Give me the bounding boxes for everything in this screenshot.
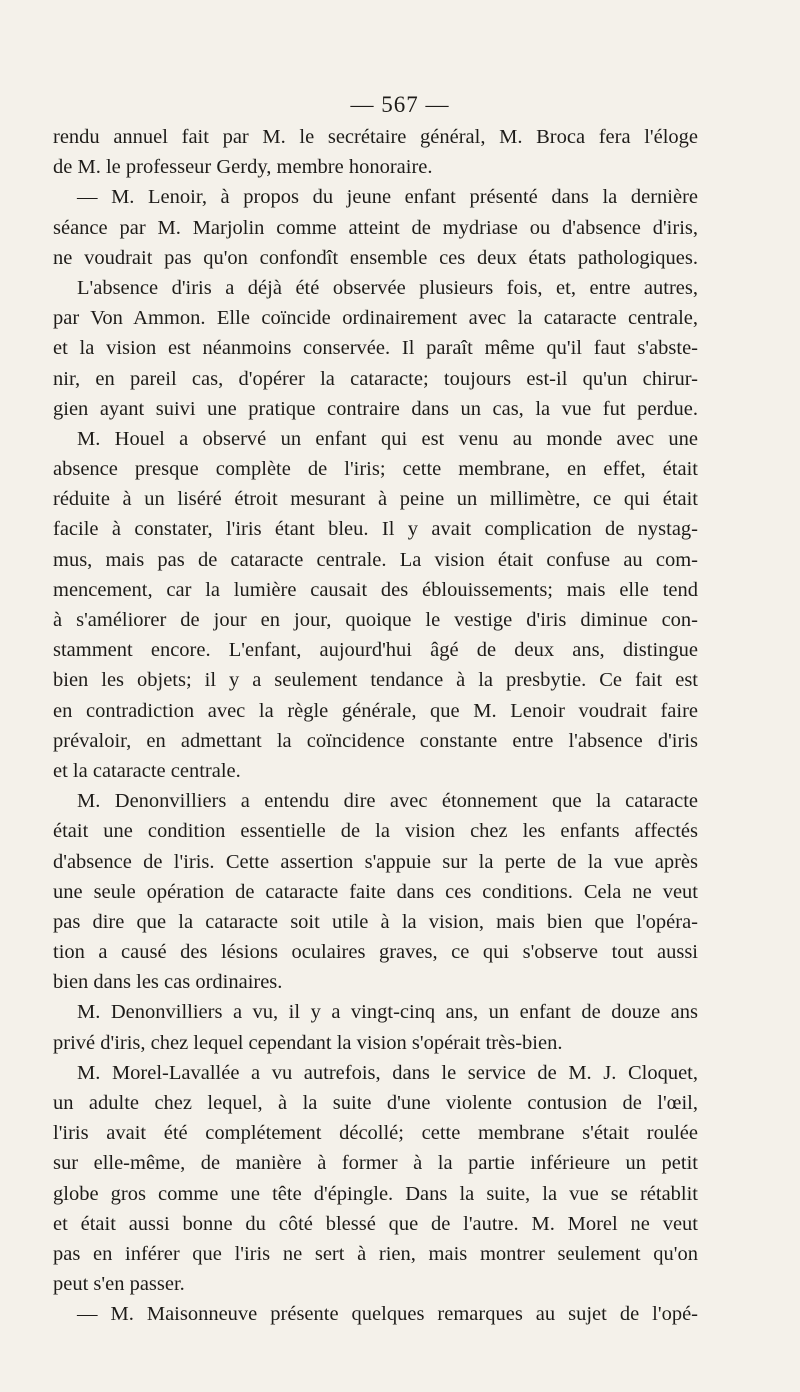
- text-line: d'absence de l'iris. Cette assertion s'appuie sur la perte de la vue après: [53, 850, 698, 873]
- text-line: stamment encore. L'enfant, aujourd'hui âgé de deux ans, distingue: [53, 639, 698, 662]
- text-line: rendu annuel fait par M. le secrétaire général, M. Broca fera l'éloge: [53, 126, 698, 148]
- text-line: en contradiction avec la règle générale, que M. Lenoir voudrait faire: [53, 699, 698, 722]
- text-line: L'absence d'iris a déjà été observée plusieurs fois, et, entre autres,: [77, 276, 698, 299]
- text-line: — M. Lenoir, à propos du jeune enfant présenté dans la dernière: [77, 186, 698, 209]
- text-line: pas dire que la cataracte soit utile à la vision, mais bien que l'opéra-: [53, 910, 698, 933]
- text-line: M. Houel a observé un enfant qui est venu au monde avec une: [77, 427, 698, 450]
- text-line: sur elle-même, de manière à former à la partie inférieure un petit: [53, 1152, 698, 1175]
- text-line: à s'améliorer de jour en jour, quoique le vestige d'iris diminue con-: [53, 609, 698, 631]
- text-line: nir, en pareil cas, d'opérer la cataracte; toujours est-il qu'un chirur-: [53, 367, 698, 390]
- text-line: bien les objets; il y a seulement tendance à la presbytie. Ce fait est: [53, 669, 698, 692]
- text-line: l'iris avait été complétement décollé; cette membrane s'était roulée: [53, 1122, 698, 1145]
- text-line: réduite à un liséré étroit mesurant à peine un millimètre, ce qui était: [53, 488, 698, 511]
- text-line: et la cataracte centrale.: [53, 759, 241, 782]
- text-line: une seule opération de cataracte faite dans ces conditions. Cela ne veut: [53, 880, 698, 903]
- text-line: M. Morel-Lavallée a vu autrefois, dans le service de M. J. Cloquet,: [77, 1061, 698, 1084]
- text-line: globe gros comme une tête d'épingle. Dans la suite, la vue se rétablit: [53, 1182, 698, 1205]
- text-line: un adulte chez lequel, à la suite d'une violente contusion de l'œil,: [53, 1092, 698, 1114]
- text-line: prévaloir, en admettant la coïncidence constante entre l'absence d'iris: [53, 729, 698, 752]
- text-line: tion a causé des lésions oculaires graves, ce qui s'observe tout aussi: [53, 941, 698, 964]
- body-text: [53, 122, 698, 1330]
- text-line: par Von Ammon. Elle coïncide ordinairement avec la cataracte centrale,: [53, 307, 698, 330]
- text-line: séance par M. Marjolin comme atteint de mydriase ou d'absence d'iris,: [53, 216, 698, 239]
- text-line: M. Denonvilliers a vu, il y a vingt-cinq ans, un enfant de douze ans: [77, 1001, 698, 1024]
- text-line: pas en inférer que l'iris ne sert à rien, mais montrer seulement qu'on: [53, 1242, 698, 1265]
- text-line: absence presque complète de l'iris; cette membrane, en effet, était: [53, 458, 698, 481]
- page-number: — 567 —: [350, 92, 450, 117]
- text-line: de M. le professeur Gerdy, membre honoraire.: [53, 156, 433, 179]
- text-line: mencement, car la lumière causait des éblouissements; mais elle tend: [53, 578, 698, 601]
- text-line: ne voudrait pas qu'on confondît ensemble ces deux états pathologiques.: [53, 246, 698, 269]
- text-line: M. Denonvilliers a entendu dire avec étonnement que la cataracte: [77, 790, 698, 813]
- text-line: — M. Maisonneuve présente quelques remarques au sujet de l'opé-: [77, 1303, 698, 1326]
- text-line: facile à constater, l'iris étant bleu. Il y avait complication de nystag-: [53, 518, 698, 541]
- text-line: peut s'en passer.: [53, 1273, 185, 1296]
- text-line: et la vision est néanmoins conservée. Il paraît même qu'il faut s'abste-: [53, 337, 698, 360]
- text-line: était une condition essentielle de la vision chez les enfants affectés: [53, 820, 698, 843]
- text-line: gien ayant suivi une pratique contraire dans un cas, la vue fut perdue.: [53, 397, 698, 420]
- text-line: privé d'iris, chez lequel cependant la vision s'opérait très-bien.: [53, 1031, 563, 1054]
- text-line: bien dans les cas ordinaires.: [53, 971, 283, 994]
- text-line: mus, mais pas de cataracte centrale. La vision était confuse au com-: [53, 548, 698, 571]
- text-line: et était aussi bonne du côté blessé que de l'autre. M. Morel ne veut: [53, 1212, 698, 1235]
